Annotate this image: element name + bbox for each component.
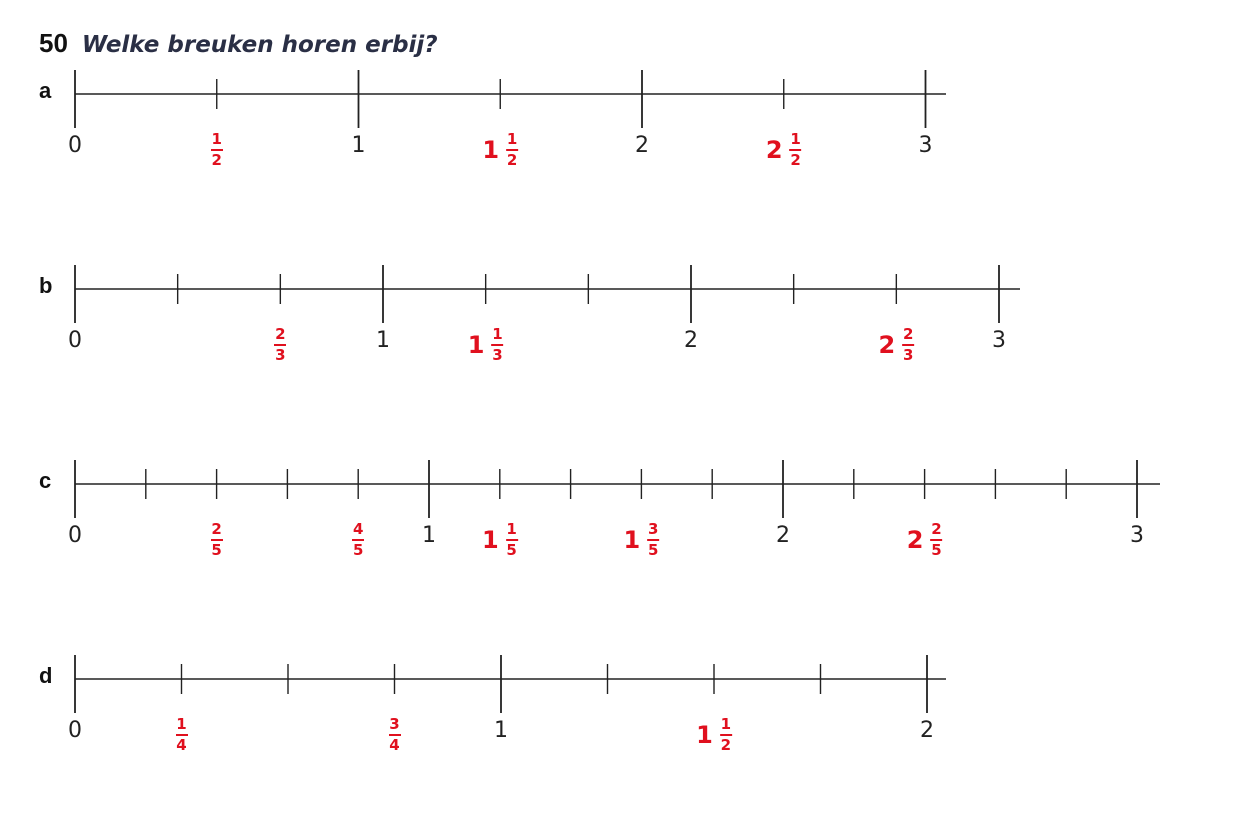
answer-whole: 2 [765,136,783,164]
answer-d-1 [389,717,401,753]
answer-fraction [211,522,223,558]
answer-fraction [790,132,802,168]
fraction-denominator: 5 [506,541,517,559]
answer-whole: 1 [481,526,499,554]
answer-c-4 [907,522,943,558]
fraction-numerator: 1 [506,130,518,148]
fraction-denominator: 5 [648,541,659,559]
answer-fraction [506,132,518,168]
answer-c-1 [352,522,364,558]
fraction-denominator: 5 [352,541,364,559]
tick-label-b-3: 3 [992,328,1006,353]
row-letter-c: c [39,468,52,493]
tick-label-c-3: 3 [1130,523,1144,548]
answer-fraction [930,522,942,558]
tick-label-c-0: 0 [68,523,82,548]
fraction-numerator: 2 [275,325,286,343]
fraction-denominator: 3 [275,346,286,364]
fraction-denominator: 4 [389,736,400,754]
answer-c-0 [211,522,223,558]
answer-a-0 [211,132,223,168]
answer-fraction [506,522,518,558]
row-letter-b: b [39,273,53,298]
fraction-numerator: 1 [720,715,732,733]
fraction-numerator: 2 [931,520,942,538]
answer-whole: 1 [467,331,485,359]
answer-fraction [902,327,914,363]
answer-whole: 2 [878,331,896,359]
answer-b-2 [878,327,914,363]
fraction-denominator: 2 [506,151,518,169]
answer-whole: 1 [482,136,500,164]
answer-d-0 [176,717,188,753]
fraction-numerator: 2 [211,520,222,538]
answer-fraction [647,522,659,558]
fraction-denominator: 4 [176,736,187,754]
answer-a-1 [482,132,518,168]
exercise-title: Welke breuken horen erbij? [81,32,438,58]
fraction-denominator: 5 [931,541,942,559]
fraction-denominator: 2 [790,151,801,169]
tick-label-b-2: 2 [684,328,698,353]
answer-fraction [176,717,188,753]
fraction-numerator: 1 [211,130,222,148]
tick-label-b-0: 0 [68,328,82,353]
fraction-numerator: 1 [506,520,517,538]
answer-fraction [389,717,401,753]
answer-c-3 [624,522,660,558]
answer-a-2 [766,132,802,168]
tick-label-c-1: 1 [422,523,436,548]
tick-label-d-1: 1 [494,718,508,743]
answer-c-2 [482,522,518,558]
answer-fraction [720,717,732,753]
fraction-numerator: 1 [790,130,801,148]
row-letter-a: a [39,78,52,103]
fraction-numerator: 4 [352,520,364,538]
fraction-numerator: 1 [176,715,187,733]
answer-fraction [211,132,223,168]
tick-label-d-0: 0 [68,718,82,743]
answer-b-1 [468,327,504,363]
answer-whole: 1 [623,526,641,554]
fraction-denominator: 3 [902,346,914,364]
row-letter-d: d [39,663,53,688]
fraction-denominator: 5 [211,541,222,559]
fraction-denominator: 3 [492,346,503,364]
fraction-denominator: 2 [720,736,732,754]
answer-b-0 [274,327,286,363]
tick-label-c-2: 2 [776,523,790,548]
tick-label-a-0: 0 [68,133,82,158]
fraction-numerator: 1 [492,325,503,343]
tick-label-a-2: 2 [635,133,649,158]
tick-label-a-3: 3 [918,133,933,158]
fraction-numerator: 3 [648,520,659,538]
answer-fraction [492,327,504,363]
tick-label-a-1: 1 [351,133,366,158]
fraction-denominator: 2 [211,151,222,169]
fraction-numerator: 3 [389,715,400,733]
tick-label-b-1: 1 [376,328,390,353]
answer-d-2 [696,717,732,753]
answer-whole: 1 [696,721,713,749]
fraction-numerator: 2 [902,325,914,343]
exercise-number: 50 [39,28,68,58]
answer-fraction [352,522,364,558]
tick-label-d-2: 2 [920,718,934,743]
answer-whole: 2 [906,526,924,554]
answer-fraction [274,327,286,363]
